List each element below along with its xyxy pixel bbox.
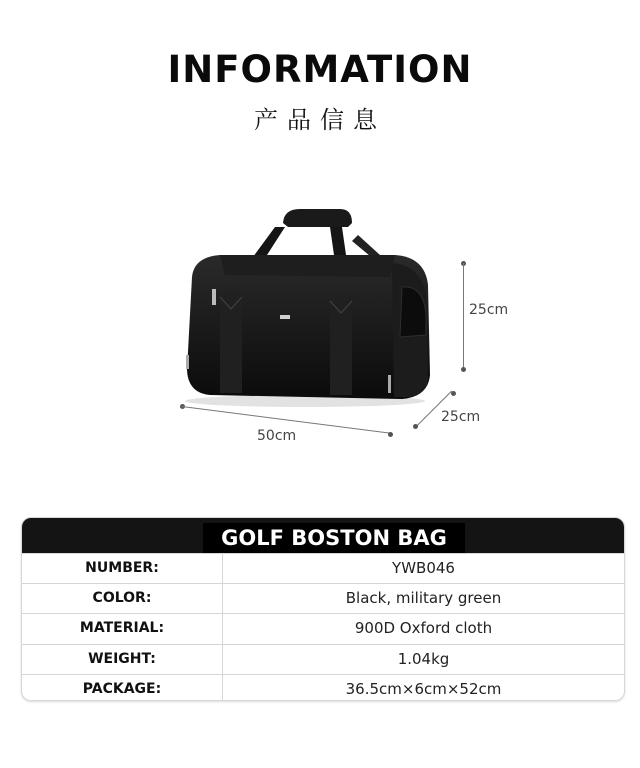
spec-label-package: PACKAGE: <box>22 675 223 701</box>
table-row <box>22 613 624 643</box>
spec-value-package: 36.5cm×6cm×52cm <box>345 679 502 698</box>
spec-label-weight: WEIGHT: <box>22 645 223 674</box>
table-row <box>22 553 624 583</box>
spec-value-color: Black, military green <box>345 589 502 608</box>
spec-value-number: YWB046 <box>392 559 455 577</box>
spec-table-title: GOLF BOSTON BAG <box>203 523 465 553</box>
duffel-bag-icon <box>180 205 450 410</box>
spec-label-color: COLOR: <box>22 584 223 613</box>
page-title: INFORMATION <box>167 48 473 91</box>
spec-table <box>21 517 625 701</box>
dimension-height-label: 25cm <box>469 302 509 318</box>
spec-value-weight: 1.04kg <box>397 649 450 668</box>
dimension-depth-label: 25cm <box>441 409 481 425</box>
spec-value-material: 900D Oxford cloth <box>354 619 493 638</box>
dimension-depth-top-dot <box>451 391 456 396</box>
product-image <box>180 205 450 410</box>
spec-label-material: MATERIAL: <box>22 614 223 643</box>
dimension-height-line <box>463 263 464 369</box>
spec-label-number: NUMBER: <box>22 554 223 583</box>
dimension-height-bottom-dot <box>461 367 466 372</box>
dimension-width-right-dot <box>388 432 393 437</box>
table-row <box>22 644 624 674</box>
table-row <box>22 674 624 701</box>
page-subtitle: 产品信息 <box>254 106 386 134</box>
spec-table-header <box>22 518 624 553</box>
dimension-depth-bottom-dot <box>413 424 418 429</box>
dimension-width-label: 50cm <box>257 428 297 444</box>
table-row <box>22 583 624 613</box>
